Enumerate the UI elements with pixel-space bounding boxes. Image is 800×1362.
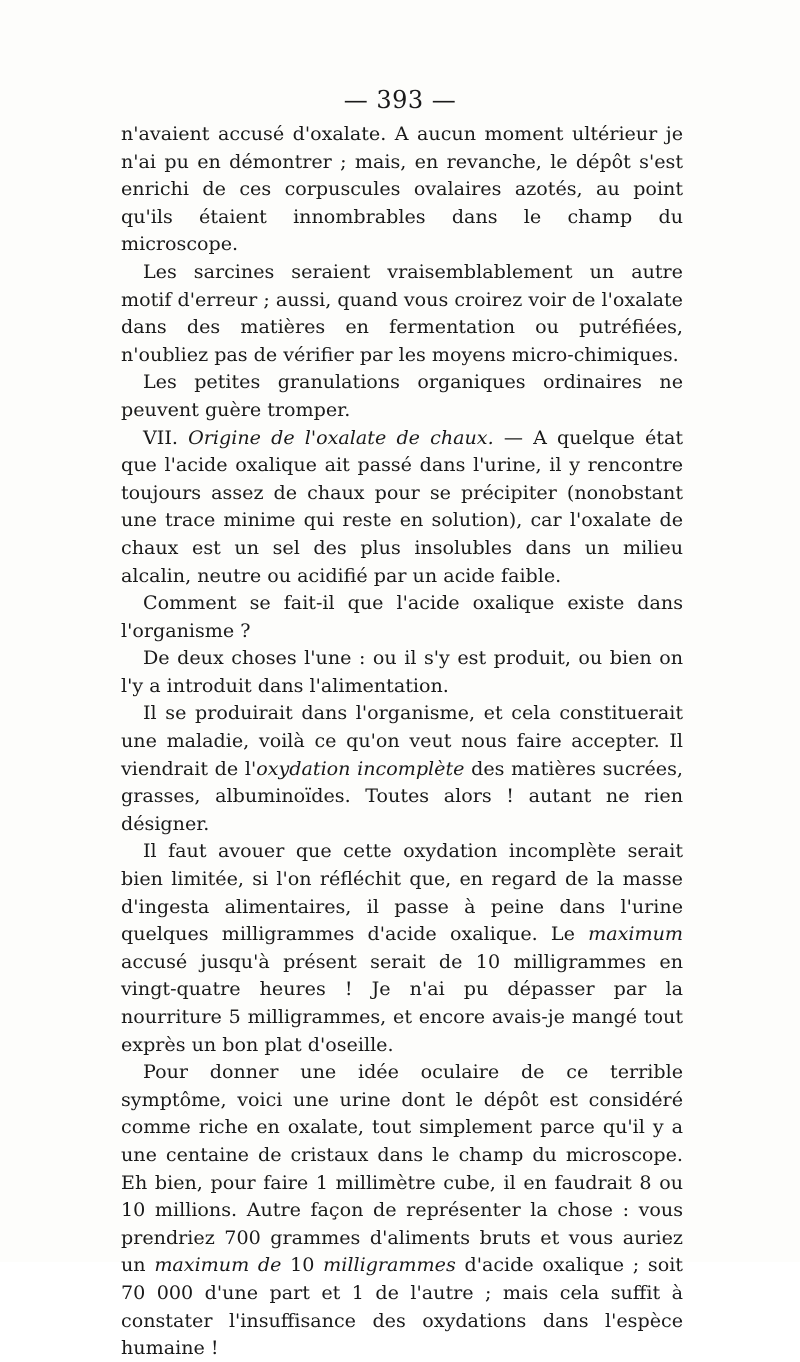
text-segment: n'avaient accusé d'oxalate. A aucun moment ultérieur je n'ai pu en démontrer ; mais, en revanche, le dépôt s'est enrichi de ces corpuscules ovalaires azotés, au point qu'ils étaient innombrables dans le champ du microscope. — [121, 122, 683, 256]
text-segment: d'acide oxalique ; soit 70 000 d'une part et 1 de l'autre ; mais cela suffit à constater l'insuffisance des oxydations dans l'espèce humaine ! — [121, 1253, 683, 1360]
italic-term: maximum de — [154, 1253, 282, 1277]
paragraph — [121, 837, 683, 1058]
paragraph — [121, 424, 683, 590]
page-number: — 393 — — [343, 86, 457, 114]
text-segment: De deux choses l'une : ou il s'y est produit, ou bien on l'y a introduit dans l'alimentation. — [121, 646, 683, 697]
section-title: Origine de l'oxalate de chaux. — [188, 425, 494, 449]
italic-term: oxydation incomplète — [256, 756, 465, 780]
text-segment: des matières sucrées, grasses, albuminoïdes. Toutes alors ! autant ne rien désigner. — [121, 756, 683, 835]
text-segment: 10 — [281, 1253, 324, 1277]
text-segment: Les petites granulations organiques ordinaires ne peuvent guère tromper. — [121, 370, 683, 421]
paragraph — [121, 699, 683, 837]
text-segment: Les sarcines seraient vraisemblablement un autre motif d'erreur ; aussi, quand vous croirez voir de l'oxalate dans des matières en fermentation ou putréfiées, n'oubliez pas de vérifier par les moyens micro-chimiques. — [121, 259, 683, 366]
paragraph — [121, 1058, 683, 1362]
paragraph — [121, 258, 683, 368]
text-segment: Il se produirait dans l'organisme, et cela constituerait une maladie, voilà ce qu'on veut nous faire accepter. Il viendrait de l' — [121, 701, 683, 780]
paragraph — [121, 368, 683, 423]
paragraph — [121, 589, 683, 644]
italic-term: maximum — [588, 922, 683, 946]
text-segment: — A quelque état que l'acide oxalique ait passé dans l'urine, il y rencontre toujours assez de chaux pour se précipiter (nonobstant une trace minime qui reste en solution), car l'oxalate de chaux est un sel des plus insolubles dans un milieu alcalin, neutre ou acidifié par un acide faible. — [121, 425, 684, 587]
text-segment: accusé jusqu'à présent serait de 10 milligrammes en vingt-quatre heures ! Je n'ai pu dépasser par la nourriture 5 milligrammes, et encore avais-je mangé tout exprès un bon plat d'oseille. — [121, 949, 683, 1056]
text-segment: Il faut avouer que cette oxydation incomplète serait bien limitée, si l'on réfléchit que, en regard de la masse d'ingesta alimentaires, il passe à peine dans l'urine quelques milligrammes d'acide oxalique. Le — [121, 839, 683, 946]
paragraph — [121, 120, 683, 258]
paragraph — [121, 644, 683, 699]
italic-term: milligrammes — [323, 1253, 456, 1277]
body-text — [121, 120, 683, 1362]
text-segment: Pour donner une idée oculaire de ce terrible symptôme, voici une urine dont le dépôt est considéré comme riche en oxalate, tout simplement parce qu'il y a une centaine de cristaux dans le champ du microscope. Eh bien, pour faire 1 millimètre cube, il en faudrait 8 ou 10 millions. Autre façon de représenter la chose : vous prendriez 700 grammes d'aliments bruts et vous auriez un — [121, 1060, 683, 1277]
section-number: VII. — [143, 425, 189, 449]
text-segment: Comment se fait-il que l'acide oxalique existe dans l'organisme ? — [121, 591, 683, 642]
